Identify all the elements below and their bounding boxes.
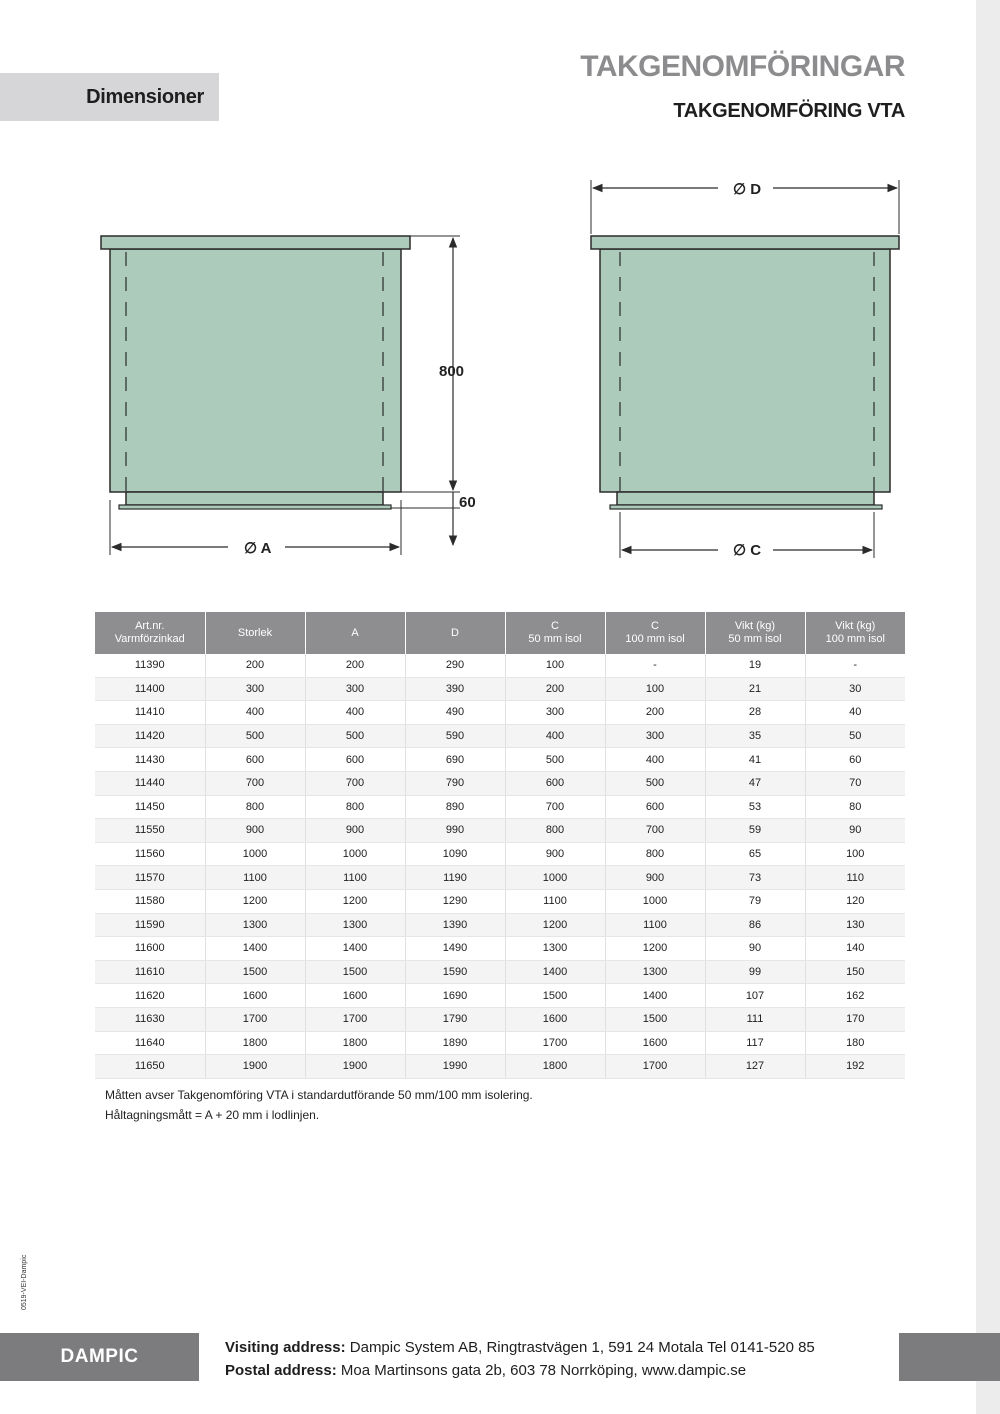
table-cell: 80: [805, 795, 905, 819]
table-cell: 700: [505, 795, 605, 819]
table-cell: 990: [405, 819, 505, 843]
note-line-2: Håltagningsmått = A + 20 mm i lodlinjen.: [105, 1108, 320, 1122]
table-cell: 90: [705, 937, 805, 961]
table-cell: 500: [505, 748, 605, 772]
table-cell: 200: [305, 654, 405, 677]
table-cell: 1290: [405, 889, 505, 913]
table-cell: 1300: [205, 913, 305, 937]
table-row: [95, 1055, 905, 1079]
table-cell: 1400: [205, 937, 305, 961]
table-cell: 1900: [305, 1055, 405, 1079]
table-cell: 500: [305, 724, 405, 748]
table-header-row: [95, 612, 905, 654]
table-cell: 11420: [95, 724, 205, 748]
table-row: [95, 1007, 905, 1031]
table-cell: 110: [805, 866, 905, 890]
table-row: [95, 1031, 905, 1055]
side-view-a: [101, 236, 476, 557]
table-cell: 28: [705, 701, 805, 725]
table-cell: 1800: [205, 1031, 305, 1055]
table-cell: 180: [805, 1031, 905, 1055]
table-cell: 1500: [205, 960, 305, 984]
table-cell: 65: [705, 842, 805, 866]
footer-logo-block: [0, 1333, 199, 1381]
table-cell: 1300: [505, 937, 605, 961]
table-cell: 600: [605, 795, 705, 819]
table-cell: 11600: [95, 937, 205, 961]
table-cell: 11610: [95, 960, 205, 984]
table-cell: 1400: [505, 960, 605, 984]
table-cell: 1000: [505, 866, 605, 890]
table-cell: 99: [705, 960, 805, 984]
table-cell: 50: [805, 724, 905, 748]
table-row: [95, 913, 905, 937]
table-cell: 900: [605, 866, 705, 890]
table-cell: 1200: [605, 937, 705, 961]
table-cell: 700: [305, 771, 405, 795]
table-cell: 11440: [95, 771, 205, 795]
table-cell: 1500: [605, 1007, 705, 1031]
footer-right-block: [899, 1333, 1000, 1381]
table-cell: 1800: [305, 1031, 405, 1055]
table-cell: 11400: [95, 677, 205, 701]
table-cell: 1600: [205, 984, 305, 1008]
header-storlek: Storlek: [205, 612, 305, 654]
table-cell: 11640: [95, 1031, 205, 1055]
table-cell: 53: [705, 795, 805, 819]
document-code: 0519-VEI-Dampic: [21, 1254, 28, 1310]
footer-addresses: [225, 1336, 815, 1382]
section-tab: [0, 73, 219, 121]
table-cell: 86: [705, 913, 805, 937]
table-cell: 1790: [405, 1007, 505, 1031]
table-cell: 21: [705, 677, 805, 701]
height-dimension-label: 800: [439, 363, 465, 380]
table-cell: 1990: [405, 1055, 505, 1079]
table-cell: 79: [705, 889, 805, 913]
table-row: [95, 771, 905, 795]
table-cell: 690: [405, 748, 505, 772]
table-cell: 300: [305, 677, 405, 701]
table-cell: 1500: [305, 960, 405, 984]
dimension-table: [95, 612, 905, 1079]
table-cell: 1100: [305, 866, 405, 890]
table-cell: 170: [805, 1007, 905, 1031]
table-cell: 1590: [405, 960, 505, 984]
table-row: [95, 795, 905, 819]
table-cell: 900: [205, 819, 305, 843]
table-cell: 800: [505, 819, 605, 843]
table-body: [95, 654, 905, 1078]
section-tab-label: Dimensioner: [86, 85, 204, 108]
table-cell: 1000: [205, 842, 305, 866]
table-cell: 35: [705, 724, 805, 748]
table-cell: 1700: [605, 1055, 705, 1079]
table-row: [95, 724, 905, 748]
table-cell: 11580: [95, 889, 205, 913]
table-cell: 19: [705, 654, 805, 677]
table-cell: 140: [805, 937, 905, 961]
table-cell: 117: [705, 1031, 805, 1055]
table-cell: 400: [605, 748, 705, 772]
table-cell: 11390: [95, 654, 205, 677]
table-cell: 700: [605, 819, 705, 843]
table-cell: 900: [505, 842, 605, 866]
technical-drawing: [0, 150, 976, 590]
table-cell: 1090: [405, 842, 505, 866]
right-margin-strip: [976, 0, 1000, 1414]
table-cell: 100: [505, 654, 605, 677]
table-cell: 800: [305, 795, 405, 819]
table-cell: 11430: [95, 748, 205, 772]
table-cell: 490: [405, 701, 505, 725]
table-row: [95, 654, 905, 677]
table-cell: 1400: [605, 984, 705, 1008]
body-c: [600, 249, 890, 492]
table-row: [95, 842, 905, 866]
table-cell: 400: [305, 701, 405, 725]
header-d: D: [405, 612, 505, 654]
table-cell: 200: [205, 654, 305, 677]
table-cell: 47: [705, 771, 805, 795]
collar-c: [617, 492, 874, 505]
header-c-100: C 100 mm isol: [605, 612, 705, 654]
table-cell: 600: [205, 748, 305, 772]
table-cell: 500: [605, 771, 705, 795]
table-row: [95, 748, 905, 772]
table-cell: 790: [405, 771, 505, 795]
table-cell: 900: [305, 819, 405, 843]
header-art-nr: Art.nr. Varmförzinkad: [95, 612, 205, 654]
table-cell: 1190: [405, 866, 505, 890]
table-cell: 11620: [95, 984, 205, 1008]
dampic-logo: DAMPIC: [60, 1346, 139, 1367]
table-cell: 11560: [95, 842, 205, 866]
header-c-50: C 50 mm isol: [505, 612, 605, 654]
table-row: [95, 677, 905, 701]
table-cell: 11450: [95, 795, 205, 819]
table-cell: 1400: [305, 937, 405, 961]
table-cell: 1800: [505, 1055, 605, 1079]
table-cell: 1600: [305, 984, 405, 1008]
table-cell: 1200: [205, 889, 305, 913]
table-cell: 73: [705, 866, 805, 890]
table-row: [95, 937, 905, 961]
table-cell: 60: [805, 748, 905, 772]
table-cell: 500: [205, 724, 305, 748]
top-flange-c: [591, 236, 899, 249]
table-cell: 200: [505, 677, 605, 701]
table-cell: 1100: [605, 913, 705, 937]
table-cell: 1100: [505, 889, 605, 913]
table-cell: 59: [705, 819, 805, 843]
bottom-flange-a: [119, 505, 391, 509]
table-cell: 100: [805, 842, 905, 866]
table-cell: 700: [205, 771, 305, 795]
table-cell: 800: [605, 842, 705, 866]
table-cell: 1390: [405, 913, 505, 937]
body-a: [110, 249, 401, 492]
table-cell: 11590: [95, 913, 205, 937]
table-cell: 300: [505, 701, 605, 725]
header-vikt-50: Vikt (kg) 50 mm isol: [705, 612, 805, 654]
table-cell: 300: [605, 724, 705, 748]
table-cell: 1000: [305, 842, 405, 866]
table-cell: 200: [605, 701, 705, 725]
table-cell: 1200: [305, 889, 405, 913]
table-cell: 890: [405, 795, 505, 819]
top-flange-a: [101, 236, 410, 249]
page-subtitle: TAKGENOMFÖRING VTA: [673, 100, 905, 122]
table-cell: 11650: [95, 1055, 205, 1079]
table-cell: 290: [405, 654, 505, 677]
dimension-a-label: ∅ A: [244, 540, 272, 557]
table-cell: 100: [605, 677, 705, 701]
table-cell: 40: [805, 701, 905, 725]
table-cell: 590: [405, 724, 505, 748]
table-cell: 192: [805, 1055, 905, 1079]
table-cell: 1300: [605, 960, 705, 984]
collar-a: [126, 492, 383, 505]
table-cell: 11570: [95, 866, 205, 890]
table-cell: 11410: [95, 701, 205, 725]
table-cell: 300: [205, 677, 305, 701]
table-cell: 130: [805, 913, 905, 937]
table-cell: 400: [505, 724, 605, 748]
table-cell: 120: [805, 889, 905, 913]
page-title: TAKGENOMFÖRINGAR: [580, 50, 905, 83]
table-cell: 127: [705, 1055, 805, 1079]
table-row: [95, 866, 905, 890]
table-cell: 41: [705, 748, 805, 772]
table-cell: 1700: [205, 1007, 305, 1031]
table-cell: 111: [705, 1007, 805, 1031]
header-vikt-100: Vikt (kg) 100 mm isol: [805, 612, 905, 654]
table-cell: 1500: [505, 984, 605, 1008]
table-cell: -: [605, 654, 705, 677]
table-cell: 1700: [305, 1007, 405, 1031]
table-cell: 70: [805, 771, 905, 795]
table-row: [95, 701, 905, 725]
table-row: [95, 889, 905, 913]
table-cell: 1900: [205, 1055, 305, 1079]
header-a: A: [305, 612, 405, 654]
table-cell: 107: [705, 984, 805, 1008]
dimension-c-label: ∅ C: [733, 542, 762, 559]
table-cell: 1200: [505, 913, 605, 937]
postal-address: Postal address: Moa Martinsons gata 2b, 603 78 Norrköping, www.dampic.se: [225, 1362, 747, 1379]
visiting-address: Visiting address: Dampic System AB, Ringtrastvägen 1, 591 24 Motala Tel 0141-520 85: [225, 1339, 815, 1356]
table-cell: 400: [205, 701, 305, 725]
table-cell: 600: [505, 771, 605, 795]
table-cell: 30: [805, 677, 905, 701]
collar-dimension-label: 60: [459, 494, 476, 511]
table-cell: 150: [805, 960, 905, 984]
table-cell: 600: [305, 748, 405, 772]
table-cell: 162: [805, 984, 905, 1008]
dimension-d-label: ∅ D: [733, 181, 762, 198]
side-view-c: [591, 180, 899, 559]
table-cell: 1700: [505, 1031, 605, 1055]
table-cell: 1490: [405, 937, 505, 961]
table-row: [95, 819, 905, 843]
table-cell: 1890: [405, 1031, 505, 1055]
notes: [105, 1085, 533, 1125]
table-cell: 11550: [95, 819, 205, 843]
table-cell: 1300: [305, 913, 405, 937]
table-cell: 1000: [605, 889, 705, 913]
table-cell: 1690: [405, 984, 505, 1008]
table-row: [95, 984, 905, 1008]
table-cell: 1100: [205, 866, 305, 890]
table-cell: 1600: [605, 1031, 705, 1055]
table-cell: 390: [405, 677, 505, 701]
table-cell: 90: [805, 819, 905, 843]
table-cell: 1600: [505, 1007, 605, 1031]
table-cell: -: [805, 654, 905, 677]
table-cell: 800: [205, 795, 305, 819]
table-row: [95, 960, 905, 984]
bottom-flange-c: [610, 505, 882, 509]
table-cell: 11630: [95, 1007, 205, 1031]
note-line-1: Måtten avser Takgenomföring VTA i standardutförande 50 mm/100 mm isolering.: [105, 1088, 533, 1102]
